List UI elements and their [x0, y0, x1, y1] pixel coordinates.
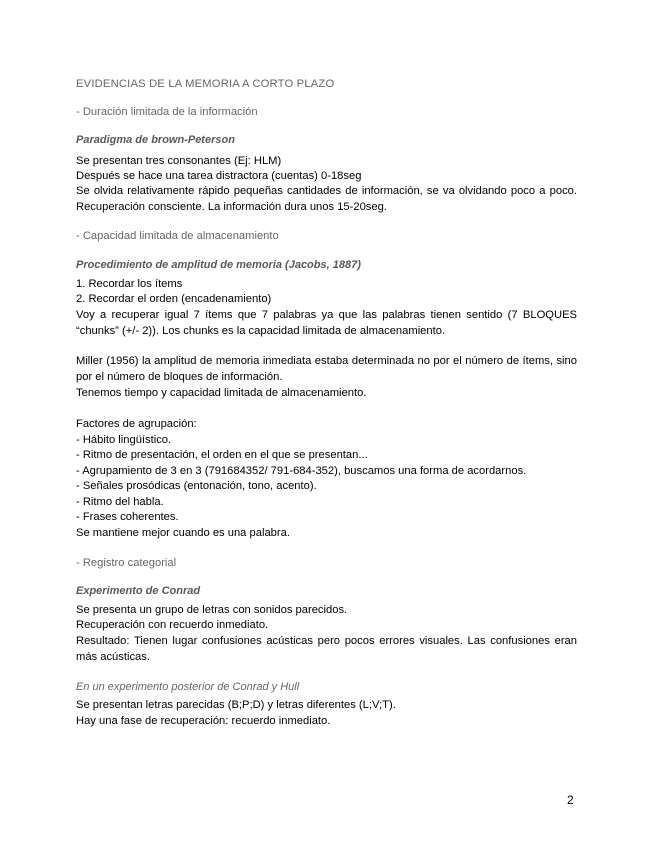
paragraph-text: Miller (1956) la amplitud de memoria inmediata estaba determinada no por el número de ítems, sino por el número de bloques de información.: [76, 355, 577, 383]
paragraph-line: Se presentan tres consonantes (Ej: HLM): [76, 155, 282, 167]
list-item: - Frases coherentes.: [76, 511, 179, 523]
section-heading-categorial: - Registro categorial: [76, 557, 177, 569]
list-item: - Ritmo del habla.: [76, 496, 164, 508]
document-title: EVIDENCIAS DE LA MEMORIA A CORTO PLAZO: [76, 78, 335, 90]
paragraph-line: Se presenta un grupo de letras con sonidos parecidos.: [76, 604, 348, 616]
subtitle-conrad-hull: En un experimento posterior de Conrad y Hull: [76, 681, 300, 693]
list-item: - Agrupamiento de 3 en 3 (791684352/ 791-684-352), buscamos una forma de acordarnos.: [76, 465, 527, 477]
factors-title: Factores de agrupación:: [76, 418, 197, 430]
paragraph-line: Se mantiene mejor cuando es una palabra.: [76, 527, 290, 539]
subtitle-brown-peterson: Paradigma de brown-Peterson: [76, 134, 235, 146]
list-item: 1. Recordar los ítems: [76, 278, 183, 290]
section-heading-capacity: - Capacidad limitada de almacenamiento: [76, 230, 279, 242]
paragraph-line: Recuperación con recuerdo inmediato.: [76, 619, 269, 631]
list-item: 2. Recordar el orden (encadenamiento): [76, 293, 272, 305]
page-number: 2: [567, 793, 574, 807]
paragraph-line: Hay una fase de recuperación: recuerdo inmediato.: [76, 715, 331, 727]
paragraph-line: Después se hace una tarea distractora (cuentas) 0-18seg: [76, 170, 362, 182]
paragraph-line: Se presentan letras parecidas (B;P;D) y letras diferentes (L;V;T).: [76, 699, 396, 711]
list-item: - Señales prosódicas (entonación, tono, acento).: [76, 480, 317, 492]
subtitle-conrad: Experimento de Conrad: [76, 585, 201, 597]
list-item: - Ritmo de presentación, el orden en el que se presentan...: [76, 449, 368, 461]
subtitle-jacobs: Procedimiento de amplitud de memoria (Jacobs, 1887): [76, 259, 361, 271]
list-item: - Hábito lingüístico.: [76, 434, 172, 446]
paragraph-text: Se olvida relativamente rápido pequeñas cantidades de información, se va olvidando poco a poco. Recuperación consciente. La información dura unos 15-20seg.: [76, 185, 577, 213]
section-heading-duration: - Duración limitada de la información: [76, 106, 258, 118]
paragraph-line: Tenemos tiempo y capacidad limitada de almacenamiento.: [76, 387, 367, 399]
paragraph-text: Resultado: Tienen lugar confusiones acústicas pero pocos errores visuales. Las confusiones eran más acústicas.: [76, 635, 577, 663]
paragraph-text: Voy a recuperar igual 7 ítems que 7 palabras ya que las palabras tienen sentido (7 BLOQUES “chunks” (+/- 2)). Los chunks es la capacidad limitada de almacenamiento.: [76, 309, 577, 337]
